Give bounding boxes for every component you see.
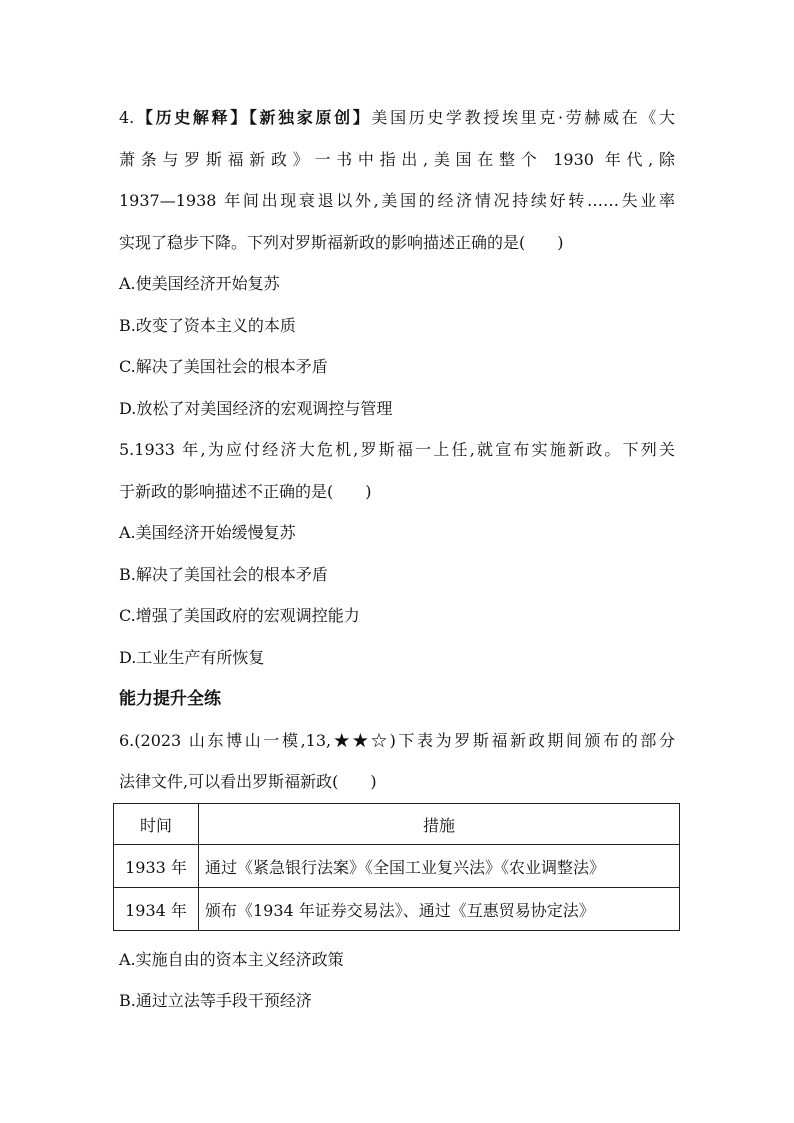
table-cell-measures: 通过《紧急银行法案》《全国工业复兴法》《农业调整法》 — [199, 845, 680, 888]
table-header-time: 时间 — [114, 804, 199, 845]
q5-option-b: B.解决了美国社会的根本矛盾 — [119, 565, 328, 584]
table-row — [114, 845, 680, 888]
section-title: 能力提升全练 — [119, 689, 221, 709]
laws-table — [113, 803, 680, 931]
q6-line-2: 法律文件,可以看出罗斯福新政( ) — [119, 772, 377, 791]
q4-line-4: 实现了稳步下降。下列对罗斯福新政的影响描述正确的是( ) — [119, 233, 564, 252]
q4-option-d: D.放松了对美国经济的宏观调控与管理 — [119, 399, 393, 418]
q4-tag-original: 【新独家原创】 — [248, 108, 372, 127]
table-row — [114, 888, 680, 931]
table-cell-year: 1934 年 — [114, 888, 199, 931]
q4-option-a: A.使美国经济开始复苏 — [119, 274, 280, 293]
table-cell-measures: 颁布《1934 年证券交易法》、通过《互惠贸易协定法》 — [199, 888, 680, 931]
q4-line-2: 萧条与罗斯福新政》一书中指出,美国在整个 1930 年代,除 — [119, 150, 675, 169]
table-header-measures: 措施 — [199, 804, 680, 845]
q4-option-b: B.改变了资本主义的本质 — [119, 316, 296, 335]
q4-number: 4. — [119, 108, 135, 127]
q5-option-c: C.增强了美国政府的宏观调控能力 — [119, 606, 360, 625]
q4-line-1 — [119, 108, 675, 128]
q5-line-1: 5.1933 年,为应付经济大危机,罗斯福一上任,就宣布实施新政。下列关 — [119, 440, 675, 459]
q6-option-a: A.实施自由的资本主义经济政策 — [119, 950, 344, 969]
q4-option-c: C.解决了美国社会的根本矛盾 — [119, 357, 328, 376]
table-header-row — [114, 804, 680, 845]
q4-tag-history: 【历史解释】 — [134, 108, 249, 127]
q4-line-3: 1937—1938 年间出现衰退以外,美国的经济情况持续好转……失业率 — [119, 191, 675, 210]
q5-option-d: D.工业生产有所恢复 — [119, 648, 265, 667]
table-cell-year: 1933 年 — [114, 845, 199, 888]
q4-line-1-text: 美国历史学教授埃里克·劳赫威在《大 — [371, 108, 675, 127]
q5-line-2: 于新政的影响描述不正确的是( ) — [119, 482, 372, 501]
q6-line-1: 6.(2023 山东博山一模,13,★★☆)下表为罗斯福新政期间颁布的部分 — [119, 731, 675, 750]
q5-option-a: A.美国经济开始缓慢复苏 — [119, 523, 296, 542]
q6-option-b: B.通过立法等手段干预经济 — [119, 991, 312, 1010]
